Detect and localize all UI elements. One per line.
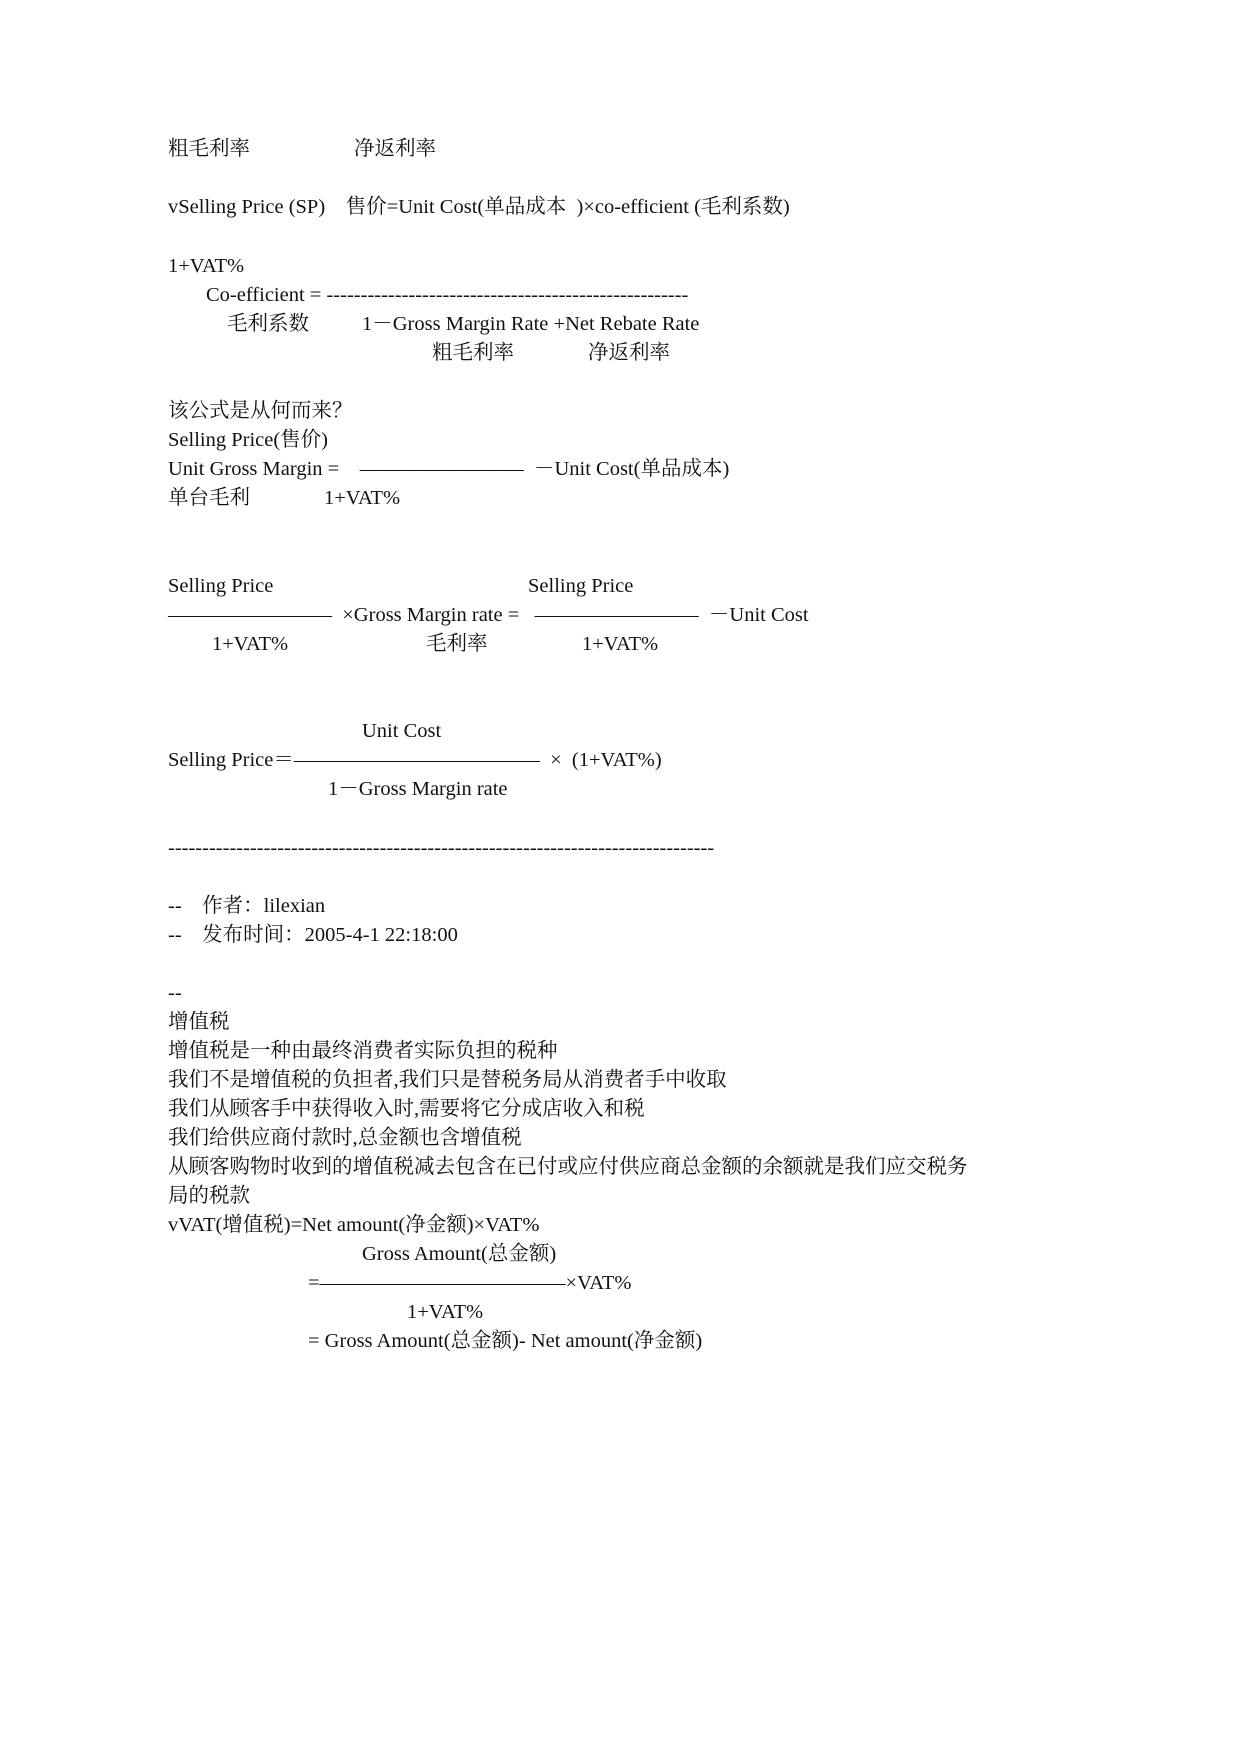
- section-dashes: --: [168, 982, 182, 1004]
- vat-paragraph-1: 增值税是一种由最终消费者实际负担的税种: [168, 1040, 558, 1062]
- unit-gross-margin-formula: Unit Gross Margin = ———————— －Unit Cost(单品成本): [168, 458, 730, 480]
- derivation-question: 该公式是从何而来？: [168, 400, 353, 422]
- vat-formula-line: =————————————×VAT%: [308, 1272, 632, 1294]
- equation-left-numerator: Selling Price: [168, 575, 274, 597]
- denominator-label-gross: 粗毛利率: [432, 342, 514, 364]
- equation-right-denominator: 1+VAT%: [582, 633, 659, 655]
- publish-time-line: -- 发布时间：2005-4-1 22:18:00: [168, 924, 458, 946]
- coefficient-numerator: 1+VAT%: [168, 255, 245, 277]
- equation-left-denominator: 1+VAT%: [212, 633, 289, 655]
- vat-paragraph-4: 我们给供应商付款时,总金额也含增值税: [168, 1127, 522, 1149]
- result-denominator: 1－Gross Margin rate: [328, 778, 508, 800]
- vat-formula: vVAT(增值税)=Net amount(净金额)×VAT%: [168, 1214, 540, 1236]
- coefficient-denominator: 1－Gross Margin Rate +Net Rebate Rate: [362, 313, 700, 335]
- vat-paragraph-2: 我们不是增值税的负担者,我们只是替税务局从消费者手中收取: [168, 1069, 727, 1091]
- unit-gross-margin-denominator: 1+VAT%: [324, 487, 401, 509]
- coefficient-fraction-line: Co-efficient = -----------------------------------------------------: [206, 284, 689, 306]
- equation-right-numerator: Selling Price: [528, 575, 634, 597]
- selling-price-formula: vSelling Price (SP) 售价=Unit Cost(单品成本 )×co-efficient (毛利系数): [168, 196, 790, 218]
- equation-gross-margin-label: 毛利率: [426, 633, 488, 655]
- separator-line: --------------------------------------------------------------------------------: [168, 837, 715, 859]
- vat-formula-numerator: Gross Amount(总金额): [362, 1243, 557, 1265]
- vat-formula-difference: = Gross Amount(总金额)- Net amount(净金额): [308, 1330, 703, 1352]
- vat-paragraph-5: 从顾客购物时收到的增值税减去包含在已付或应付供应商总金额的余额就是我们应交税务: [168, 1156, 968, 1178]
- result-formula: Selling Price＝———————————— × (1+VAT%): [168, 749, 662, 771]
- unit-gross-margin-numerator: Selling Price(售价): [168, 429, 328, 451]
- vat-heading: 增值税: [168, 1011, 230, 1033]
- header-gross-margin-rate: 粗毛利率: [168, 138, 250, 160]
- unit-gross-margin-label-cn: 单台毛利: [168, 487, 250, 509]
- author-line: -- 作者：lilexian: [168, 895, 326, 917]
- vat-paragraph-3: 我们从顾客手中获得收入时,需要将它分成店收入和税: [168, 1098, 645, 1120]
- equation-line: ———————— ×Gross Margin rate = ———————— －Unit Cost: [168, 604, 809, 626]
- coefficient-label-cn: 毛利系数: [227, 313, 309, 335]
- vat-paragraph-5-cont: 局的税款: [168, 1185, 250, 1207]
- header-net-rebate-rate: 净返利率: [354, 138, 436, 160]
- vat-formula-denominator: 1+VAT%: [407, 1301, 484, 1323]
- denominator-label-rebate: 净返利率: [588, 342, 670, 364]
- result-numerator: Unit Cost: [362, 720, 442, 742]
